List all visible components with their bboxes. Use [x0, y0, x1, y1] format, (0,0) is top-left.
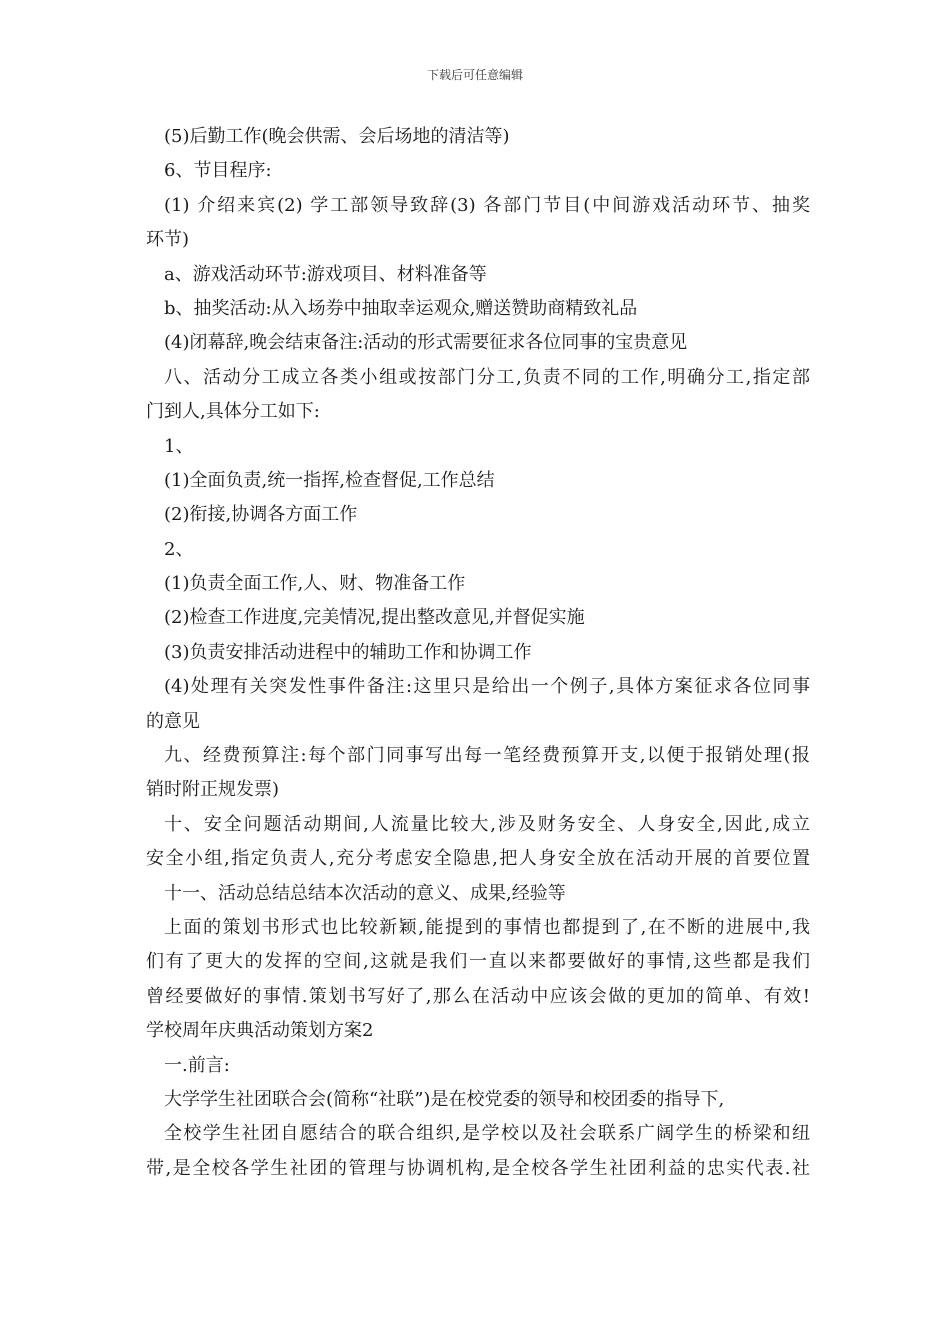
paragraph-line: 八、活动分工成立各类小组或按部门分工,负责不同的工作,明确分工,指定部	[164, 366, 810, 388]
paragraph-line: 一.前言:	[164, 1054, 230, 1076]
paragraph-line: 十、安全问题活动期间,人流量比较大,涉及财务安全、人身安全,因此,成立	[164, 813, 810, 835]
paragraph-line: (3)负责安排活动进程中的辅助工作和协调工作	[164, 641, 532, 663]
paragraph-line: (1)全面负责,统一指挥,检查督促,工作总结	[164, 469, 495, 491]
paragraph-line: 上面的策划书形式也比较新颖,能提到的事情也都提到了,在不断的进展中,我	[164, 916, 810, 938]
paragraph-line: 2、	[164, 538, 194, 560]
paragraph-line: 1、	[164, 435, 194, 457]
paragraph-line: 带,是全校各学生社团的管理与协调机构,是全校各学生社团利益的忠实代表.社	[146, 1157, 810, 1179]
paragraph-line: 们有了更大的发挥的空间,这就是我们一直以来都要做好的事情,这些都是我们	[146, 951, 810, 973]
paragraph-line: 大学学生社团联合会(简称“社联”)是在校党委的领导和校团委的指导下,	[164, 1088, 725, 1110]
paragraph-line: 九、经费预算注:每个部门同事写出每一笔经费预算开支,以便于报销处理(报	[164, 745, 810, 767]
paragraph-line: (1) 介绍来宾(2) 学工部领导致辞(3) 各部门节目(中间游戏活动环节、抽奖	[164, 194, 810, 216]
paragraph-line: b、抽奖活动:从入场券中抽取幸运观众,赠送赞助商精致礼品	[164, 297, 638, 319]
document-body	[146, 120, 810, 1186]
paragraph-line: (4)处理有关突发性事件备注:这里只是给出一个例子,具体方案征求各位同事	[164, 676, 810, 698]
paragraph-line: 曾经要做好的事情.策划书写好了,那么在活动中应该会做的更加的简单、有效!	[146, 985, 810, 1007]
paragraph-line: 环节)	[146, 229, 190, 251]
paragraph-line: (2)衔接,协调各方面工作	[164, 504, 358, 526]
paragraph-line: 十一、活动总结总结本次活动的意义、成果,经验等	[164, 882, 566, 904]
paragraph-line: 6、节目程序:	[164, 160, 272, 182]
paragraph-line: (4)闭幕辞,晚会结束备注:活动的形式需要征求各位同事的宝贵意见	[164, 332, 688, 354]
paragraph-line: (5)后勤工作(晚会供需、会后场地的清洁等)	[164, 126, 510, 147]
paragraph-line: 销时附正规发票)	[146, 779, 280, 801]
paragraph-line: 门到人,具体分工如下:	[146, 401, 320, 423]
paragraph-line: 全校学生社团自愿结合的联合组织,是学校以及社会联系广阔学生的桥梁和纽	[164, 1123, 810, 1145]
paragraph-line: 的意见	[146, 710, 200, 732]
page-header: 下载后可任意编辑	[426, 68, 523, 82]
paragraph-line: 学校周年庆典活动策划方案2	[146, 1020, 374, 1042]
paragraph-line: 安全小组,指定负责人,充分考虑安全隐患,把人身安全放在活动开展的首要位置	[146, 848, 810, 870]
paragraph-line: (2)检查工作进度,完美情况,提出整改意见,并督促实施	[164, 607, 585, 629]
paragraph-line: a、游戏活动环节:游戏项目、材料准备等	[164, 263, 487, 285]
paragraph-line: (1)负责全面工作,人、财、物准备工作	[164, 573, 466, 595]
